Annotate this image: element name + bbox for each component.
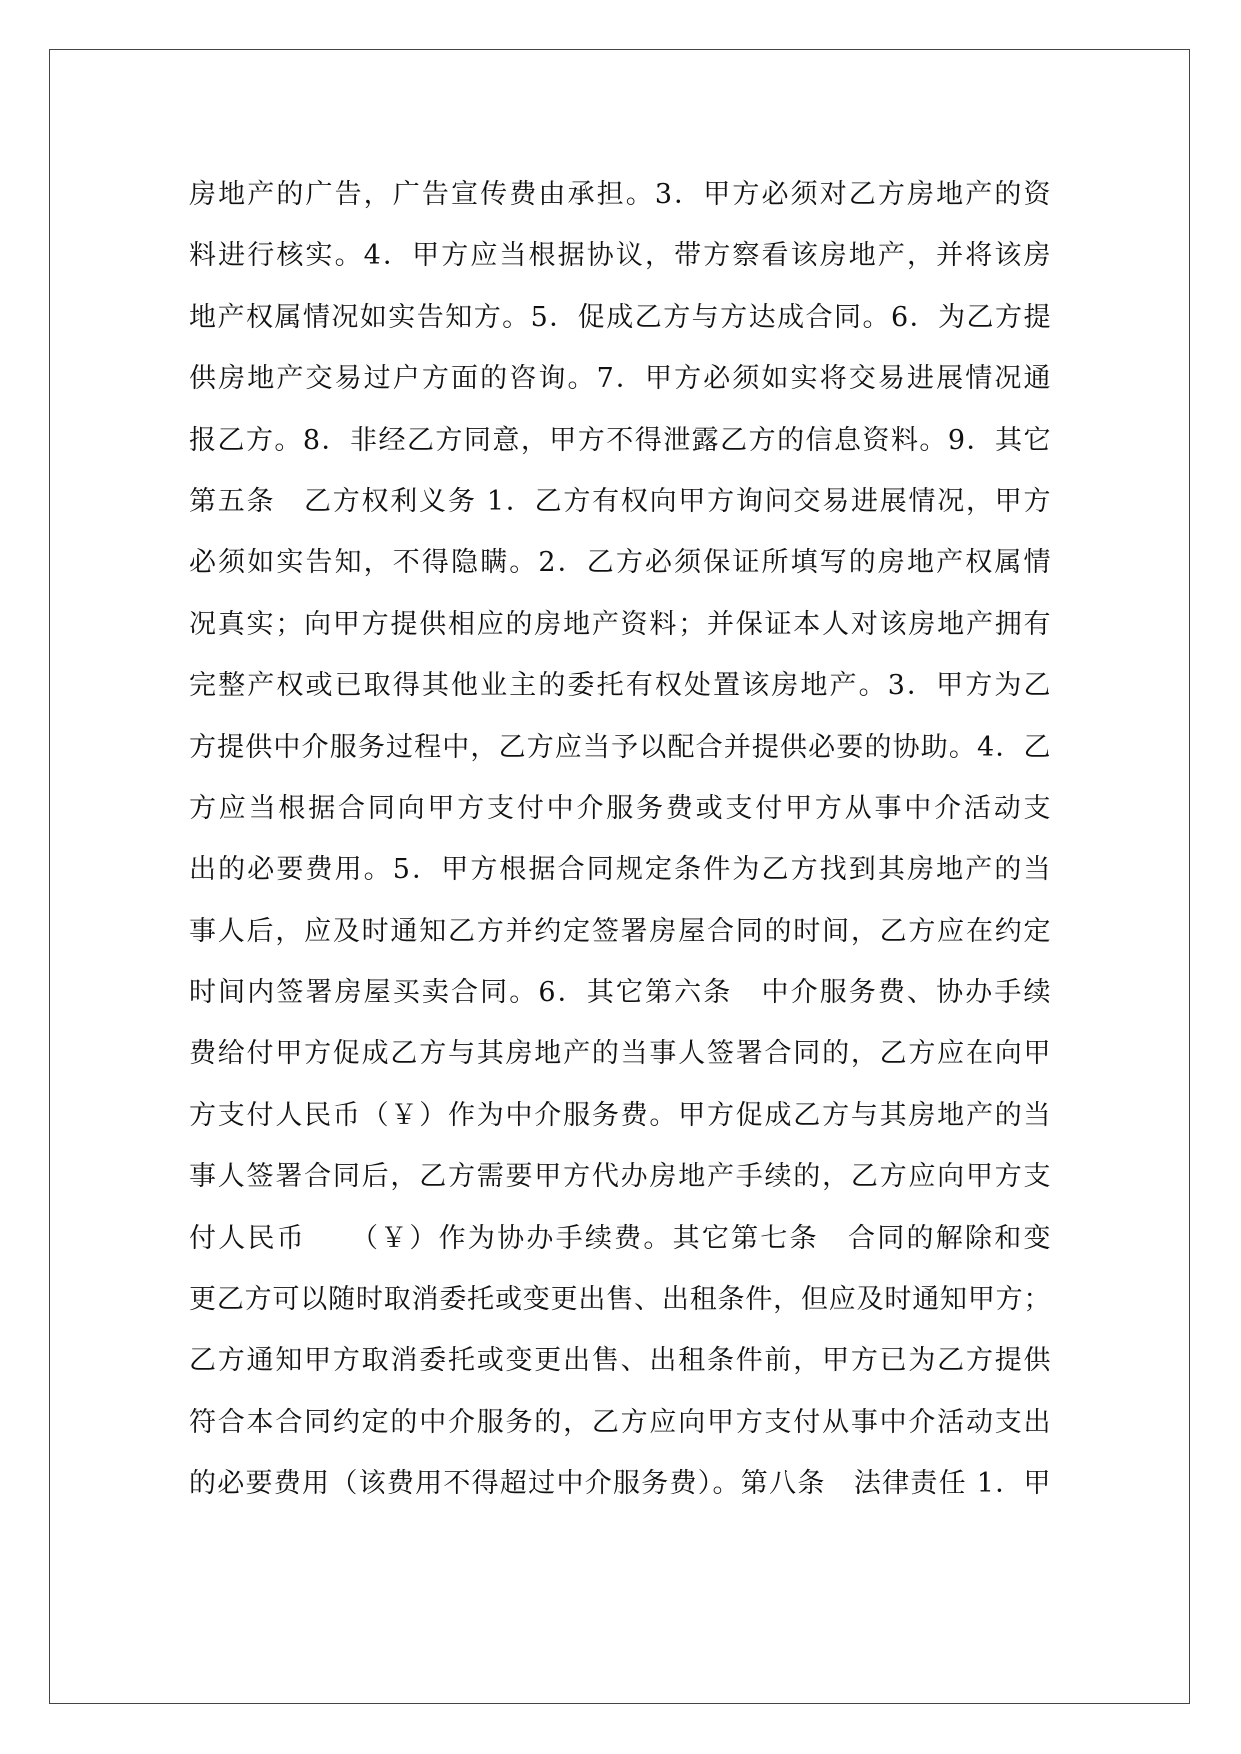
text-line: 方支付人民币（￥）作为中介服务费。甲方促成乙方与其房地产的当 <box>189 1099 1051 1131</box>
text-line: 的必要费用（该费用不得超过中介服务费）。第八条 法律责任 1．甲 <box>189 1468 1051 1500</box>
text-line: 事人签署合同后，乙方需要甲方代办房地产手续的，乙方应向甲方支 <box>189 1161 1051 1193</box>
text-line: 况真实；向甲方提供相应的房地产资料；并保证本人对该房地产拥有 <box>189 608 1051 640</box>
document-body <box>189 164 1051 1515</box>
text-line: 乙方通知甲方取消委托或变更出售、出租条件前，甲方已为乙方提供 <box>189 1345 1051 1377</box>
text-line: 费给付甲方促成乙方与其房地产的当事人签署合同的，乙方应在向甲 <box>189 1038 1051 1070</box>
text-line: 报乙方。8．非经乙方同意，甲方不得泄露乙方的信息资料。9．其它 <box>189 424 1051 456</box>
text-line: 方提供中介服务过程中，乙方应当予以配合并提供必要的协助。4．乙 <box>189 731 1051 763</box>
text-line: 出的必要费用。5．甲方根据合同规定条件为乙方找到其房地产的当 <box>189 854 1051 886</box>
text-line: 时间内签署房屋买卖合同。6．其它第六条 中介服务费、协办手续 <box>189 977 1051 1009</box>
text-line: 第五条 乙方权利义务 1．乙方有权向甲方询问交易进展情况，甲方 <box>189 485 1051 517</box>
text-line: 符合本合同约定的中介服务的，乙方应向甲方支付从事中介活动支出 <box>189 1406 1051 1438</box>
text-line: 必须如实告知，不得隐瞒。2．乙方必须保证所填写的房地产权属情 <box>189 547 1051 579</box>
text-line: 事人后，应及时通知乙方并约定签署房屋合同的时间，乙方应在约定 <box>189 915 1051 947</box>
text-line: 地产权属情况如实告知方。5．促成乙方与方达成合同。6．为乙方提 <box>189 301 1051 333</box>
text-line: 方应当根据合同向甲方支付中介服务费或支付甲方从事中介活动支 <box>189 792 1051 824</box>
text-line: 供房地产交易过户方面的咨询。7．甲方必须如实将交易进展情况通 <box>189 363 1051 395</box>
text-line: 料进行核实。4．甲方应当根据协议，带方察看该房地产，并将该房 <box>189 240 1051 272</box>
text-line: 更乙方可以随时取消委托或变更出售、出租条件，但应及时通知甲方； <box>189 1284 1051 1316</box>
text-line: 付人民币 （￥）作为协办手续费。其它第七条 合同的解除和变 <box>189 1222 1051 1254</box>
text-line: 房地产的广告，广告宣传费由承担。3．甲方必须对乙方房地产的资 <box>189 179 1051 210</box>
text-line: 完整产权或已取得其他业主的委托有权处置该房地产。3．甲方为乙 <box>189 670 1051 702</box>
